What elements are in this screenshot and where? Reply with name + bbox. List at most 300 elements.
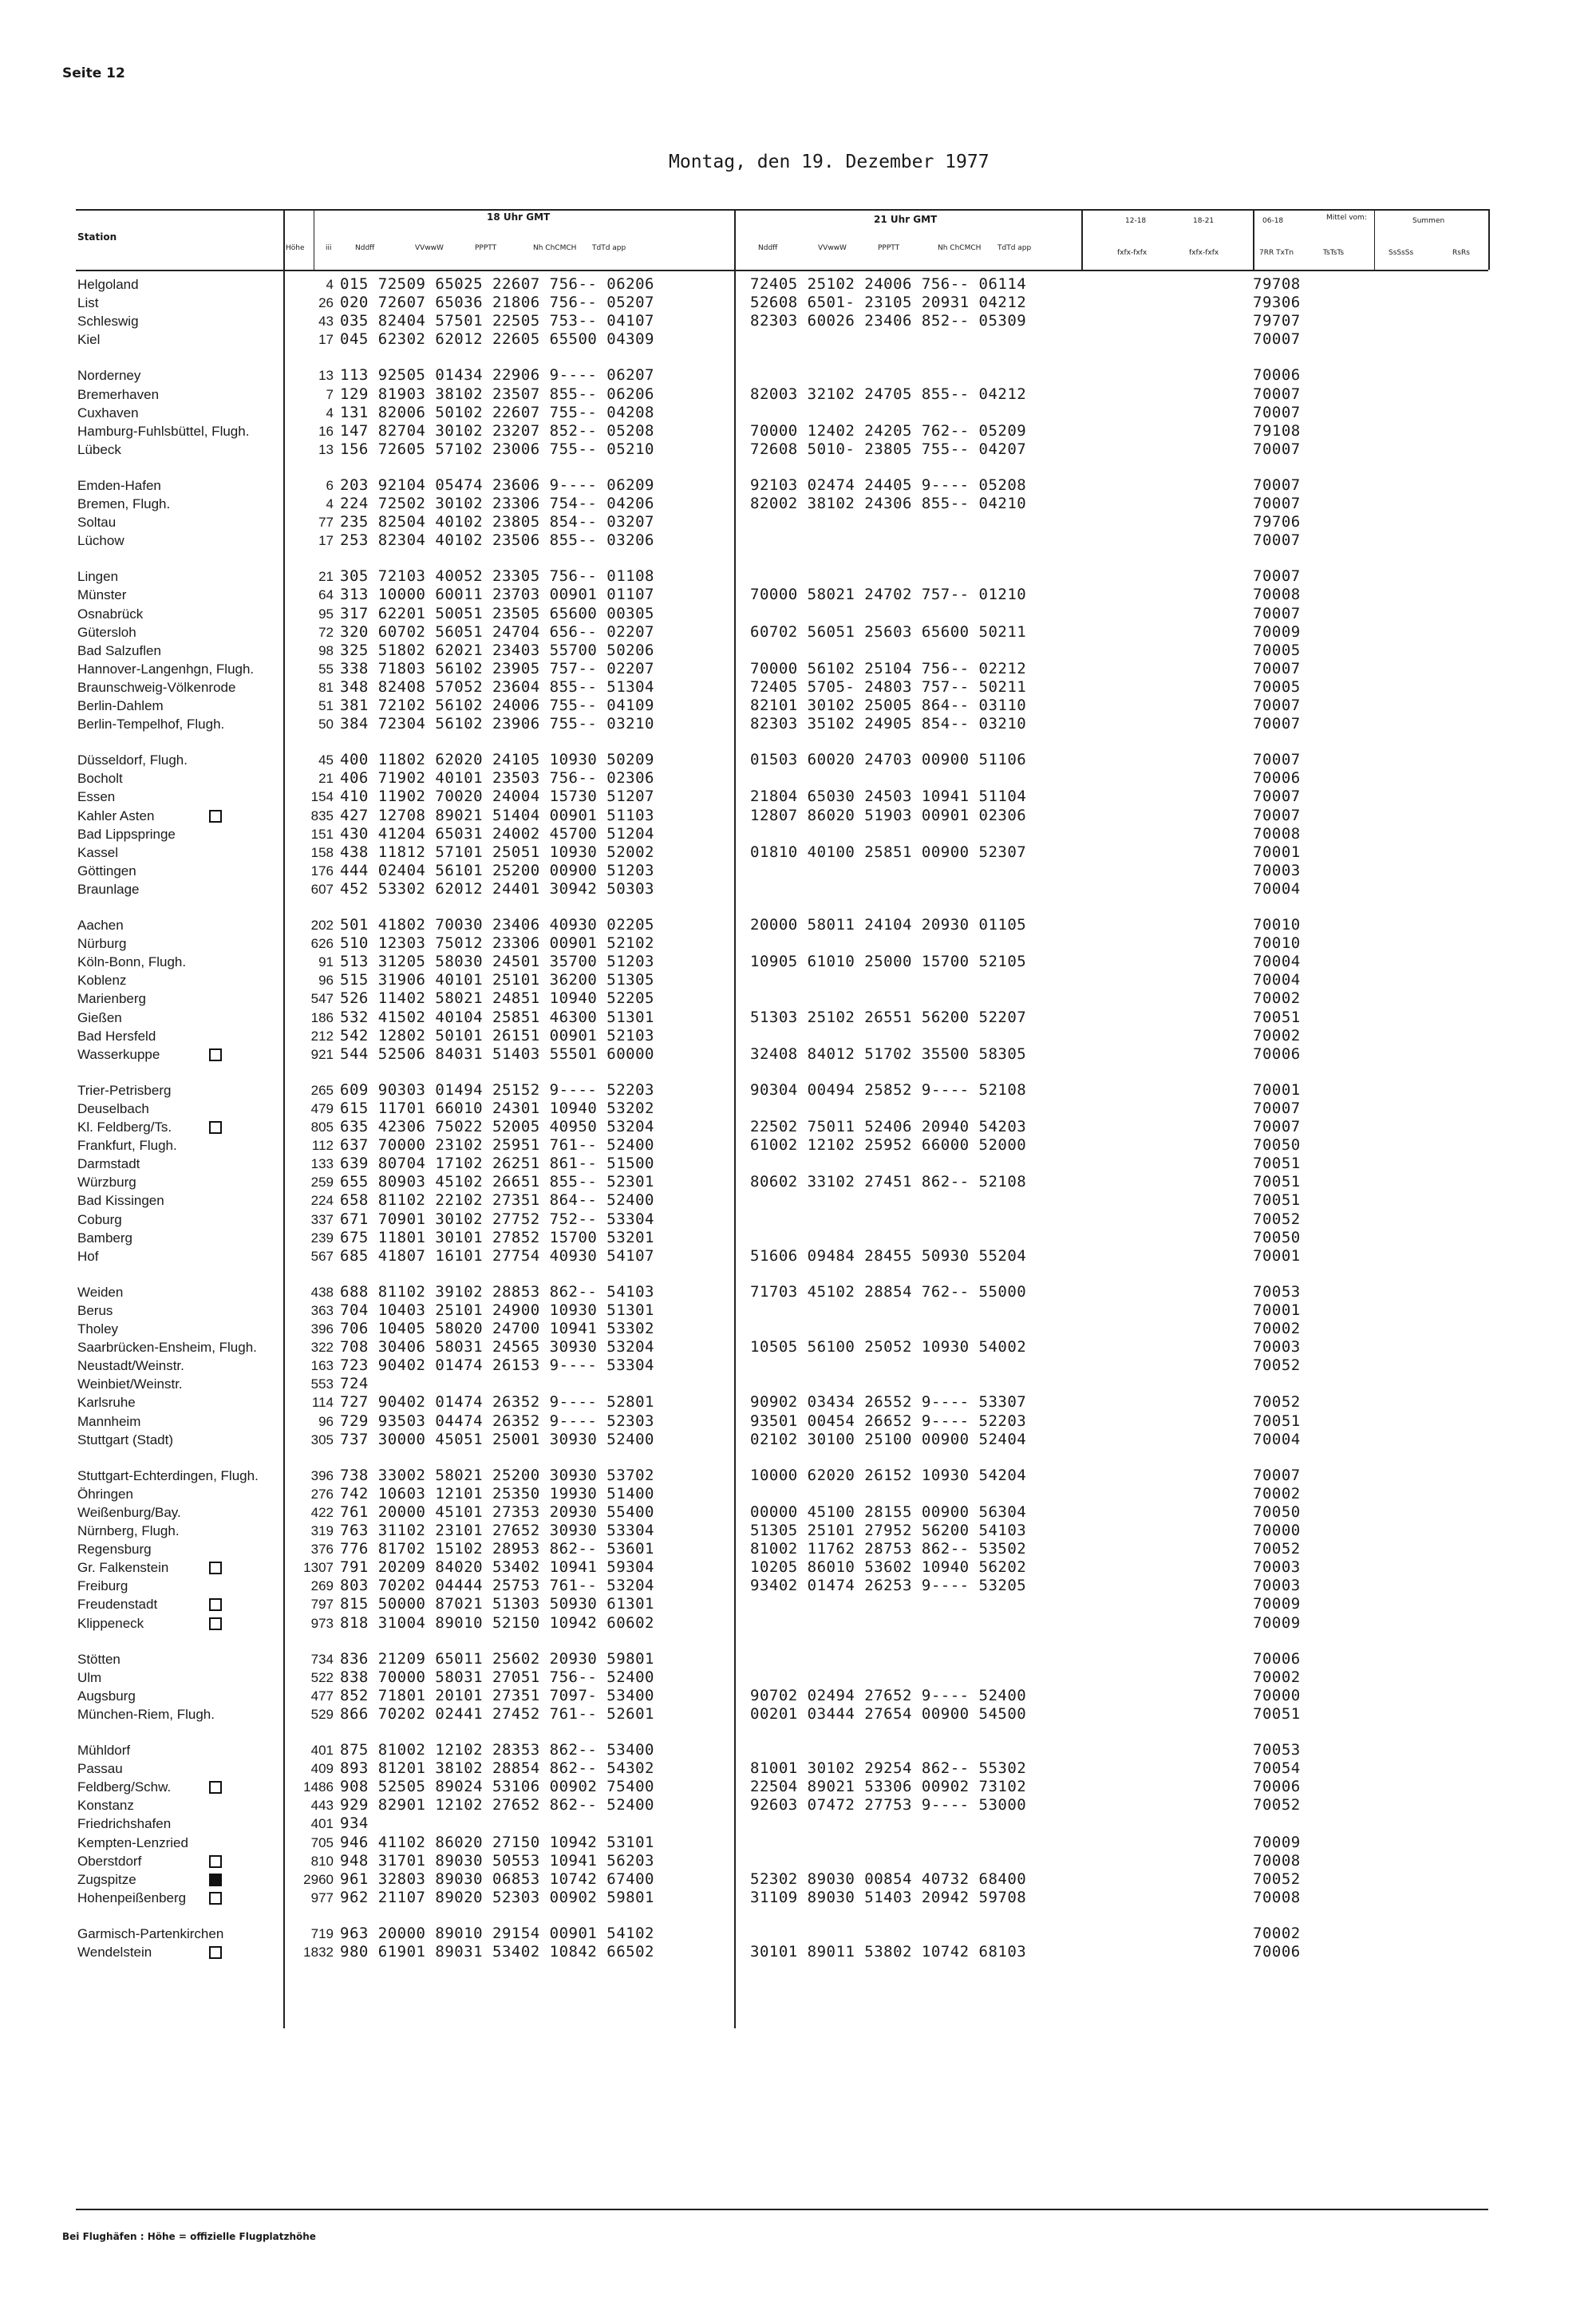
mittel-value: 70007 <box>1253 751 1301 769</box>
station-hoehe: 77 <box>318 515 334 531</box>
station-name: Wasserkuppe <box>77 1046 160 1062</box>
station-hoehe: 2960 <box>303 1871 334 1887</box>
obs-21-uhr: 02102 30100 25100 00900 52404 <box>750 1430 1027 1448</box>
station-name: Hohenpeißenberg <box>77 1889 187 1905</box>
obs-18-uhr: 410 11902 70020 24004 15730 51207 <box>340 788 654 806</box>
obs-18-uhr: 948 31701 89030 50553 10941 56203 <box>340 1851 654 1870</box>
station-hoehe: 547 <box>310 991 334 1007</box>
table-row <box>0 642 1596 660</box>
table-row <box>0 440 1596 459</box>
obs-21-uhr: 10905 61010 25000 15700 52105 <box>750 953 1027 971</box>
station-name: Kl. Feldberg/Ts. <box>77 1119 172 1135</box>
station-name: Aachen <box>77 918 124 933</box>
table-row <box>0 1173 1596 1191</box>
station-name: Cuxhaven <box>77 405 139 421</box>
station-hoehe: 7 <box>326 386 334 402</box>
open-square-marker <box>209 1598 222 1611</box>
mittel-value: 70003 <box>1253 1338 1301 1356</box>
obs-21-uhr: 90304 00494 25852 9---- 52108 <box>750 1080 1027 1099</box>
station-hoehe: 921 <box>310 1046 334 1062</box>
header-tdtd-18: TdTd app <box>592 244 626 252</box>
table-row <box>0 678 1596 697</box>
station-hoehe: 239 <box>310 1230 334 1246</box>
station-hoehe: 322 <box>310 1340 334 1356</box>
station-hoehe: 55 <box>318 661 334 677</box>
table-row <box>0 1796 1596 1814</box>
header-vwwww-18: VVwwW <box>415 244 444 252</box>
obs-18-uhr: 761 20000 45101 27353 20930 55400 <box>340 1502 654 1521</box>
mittel-value: 70009 <box>1253 1613 1301 1632</box>
table-row <box>0 660 1596 678</box>
table-row <box>0 971 1596 989</box>
table-row <box>0 1577 1596 1595</box>
header-ppptt-21: PPPTT <box>878 244 900 252</box>
obs-18-uhr: 452 53302 62012 24401 30942 50303 <box>340 879 654 898</box>
mittel-value: 70003 <box>1253 1577 1301 1595</box>
mittel-value: 70051 <box>1253 1191 1301 1210</box>
table-row <box>0 1870 1596 1889</box>
station-hoehe: 17 <box>318 332 334 348</box>
obs-21-uhr: 61002 12102 25952 66000 52000 <box>750 1136 1027 1155</box>
col-divider <box>1253 209 1254 270</box>
table-row <box>0 1741 1596 1759</box>
obs-21-uhr: 12807 86020 51903 00901 02306 <box>750 806 1027 824</box>
table-row <box>0 751 1596 769</box>
mittel-value: 70010 <box>1253 916 1301 934</box>
station-name: Norderney <box>77 368 141 384</box>
station-hoehe: 522 <box>310 1669 334 1685</box>
obs-18-uhr: 818 31004 89010 52150 10942 60602 <box>340 1613 654 1632</box>
table-row <box>0 513 1596 531</box>
header-sub-6: RsRs <box>1452 249 1470 257</box>
obs-18-uhr: 430 41204 65031 24002 45700 51204 <box>340 824 654 843</box>
station-hoehe: 479 <box>310 1100 334 1116</box>
mittel-value: 70051 <box>1253 1008 1301 1026</box>
obs-21-uhr: 51303 25102 26551 56200 52207 <box>750 1008 1027 1026</box>
table-row <box>0 366 1596 385</box>
station-name: Lüchow <box>77 533 124 549</box>
obs-18-uhr: 253 82304 40102 23506 855-- 03206 <box>340 531 654 550</box>
obs-18-uhr: 875 81002 12102 28353 862-- 53400 <box>340 1741 654 1759</box>
mittel-value: 70000 <box>1253 1686 1301 1704</box>
mittel-value: 70006 <box>1253 769 1301 788</box>
header-mittel: Mittel vom: <box>1326 214 1367 222</box>
obs-18-uhr: 526 11402 58021 24851 10940 52205 <box>340 989 654 1008</box>
station-hoehe: 95 <box>318 606 334 622</box>
mittel-value: 70050 <box>1253 1136 1301 1155</box>
mittel-value: 70002 <box>1253 1484 1301 1502</box>
table-row <box>0 586 1596 604</box>
table-row <box>0 1943 1596 1961</box>
obs-18-uhr: 513 31205 58030 24501 35700 51203 <box>340 953 654 971</box>
mittel-value: 70001 <box>1253 1301 1301 1319</box>
obs-18-uhr: 381 72102 56102 24006 755-- 04109 <box>340 697 654 714</box>
obs-21-uhr: 70000 12402 24205 762-- 05209 <box>750 421 1027 440</box>
table-row <box>0 1431 1596 1449</box>
header-sub-5: SsSsSs <box>1389 249 1414 257</box>
open-square-marker <box>209 1121 222 1134</box>
header-summen: Summen <box>1412 217 1445 225</box>
mittel-value: 70007 <box>1253 403 1301 421</box>
col-divider <box>1374 209 1375 270</box>
station-hoehe: 443 <box>310 1798 334 1814</box>
station-name: Helgoland <box>77 277 139 292</box>
mittel-value: 70004 <box>1253 953 1301 971</box>
station-hoehe: 409 <box>310 1761 334 1777</box>
obs-18-uhr: 791 20209 84020 53402 10941 59304 <box>340 1558 654 1577</box>
table-row <box>0 495 1596 513</box>
table-row <box>0 953 1596 971</box>
obs-18-uhr: 320 60702 56051 24704 656-- 02207 <box>340 622 654 641</box>
obs-21-uhr: 32408 84012 51702 35500 58305 <box>750 1044 1027 1063</box>
table-row <box>0 788 1596 806</box>
station-name: List <box>77 295 99 311</box>
station-name: Wendelstein <box>77 1945 152 1960</box>
table-row <box>0 1759 1596 1778</box>
obs-21-uhr: 01503 60020 24703 00900 51106 <box>750 751 1027 769</box>
obs-18-uhr: 427 12708 89021 51404 00901 51103 <box>340 806 654 824</box>
header-sub-4: TsTsTs <box>1323 249 1345 257</box>
obs-18-uhr: 671 70901 30102 27752 752-- 53304 <box>340 1210 654 1228</box>
station-hoehe: 529 <box>310 1706 334 1722</box>
station-name: Münster <box>77 587 127 603</box>
station-hoehe: 973 <box>310 1615 334 1631</box>
mittel-value: 70052 <box>1253 1540 1301 1558</box>
report-date: Montag, den 19. Dezember 1977 <box>669 152 990 172</box>
header-sub-3: 7RR TxTn <box>1259 249 1294 257</box>
footnote: Bei Flughäfen : Höhe = offizielle Flugplatzhöhe <box>62 2231 316 2242</box>
station-hoehe: 202 <box>310 918 334 933</box>
table-row <box>0 294 1596 312</box>
mittel-value: 70007 <box>1253 440 1301 458</box>
station-hoehe: 305 <box>310 1431 334 1447</box>
open-square-marker <box>209 1562 222 1574</box>
header-nh-18: Nh ChCMCH <box>533 244 577 252</box>
mittel-value: 70051 <box>1253 1173 1301 1191</box>
table-row <box>0 1356 1596 1375</box>
table-row <box>0 404 1596 422</box>
station-hoehe: 163 <box>310 1358 334 1374</box>
obs-18-uhr: 776 81702 15102 28953 862-- 53601 <box>340 1540 654 1558</box>
obs-21-uhr: 80602 33102 27451 862-- 52108 <box>750 1173 1027 1191</box>
header-iii: iii <box>326 244 332 252</box>
obs-21-uhr: 00201 03444 27654 00900 54500 <box>750 1704 1027 1723</box>
header-ppptt-18: PPPTT <box>475 244 497 252</box>
station-hoehe: 4 <box>326 405 334 421</box>
station-name: Marienberg <box>77 991 146 1007</box>
station-name: Karlsruhe <box>77 1395 136 1411</box>
station-name: Bad Lippspringe <box>77 826 176 842</box>
table-row <box>0 843 1596 862</box>
open-square-marker <box>209 1855 222 1868</box>
obs-21-uhr: 60702 56051 25603 65600 50211 <box>750 622 1027 641</box>
obs-21-uhr: 20000 58011 24104 20930 01105 <box>750 916 1027 934</box>
obs-18-uhr: 305 72103 40052 23305 756-- 01108 <box>340 567 654 586</box>
open-square-marker <box>209 1781 222 1794</box>
header-18-uhr: 18 Uhr GMT <box>487 211 551 223</box>
mittel-value: 70005 <box>1253 641 1301 659</box>
station-name: Kahler Asten <box>77 808 155 823</box>
mittel-value: 70010 <box>1253 934 1301 953</box>
station-hoehe: 4 <box>326 277 334 292</box>
mittel-value: 70052 <box>1253 1393 1301 1412</box>
station-name: Garmisch-Partenkirchen <box>77 1925 224 1941</box>
station-hoehe: 43 <box>318 314 334 330</box>
table-row <box>0 1705 1596 1724</box>
station-name: Weißenburg/Bay. <box>77 1504 181 1520</box>
table-row <box>0 1503 1596 1522</box>
mittel-value: 70004 <box>1253 1430 1301 1448</box>
obs-21-uhr: 92603 07472 27753 9---- 53000 <box>750 1796 1027 1814</box>
table-top-rule <box>76 209 1488 211</box>
obs-21-uhr: 70000 58021 24702 757-- 01210 <box>750 586 1027 604</box>
station-name: Gr. Falkenstein <box>77 1560 169 1576</box>
obs-21-uhr: 00000 45100 28155 00900 56304 <box>750 1502 1027 1521</box>
mittel-value: 70007 <box>1253 531 1301 550</box>
mittel-value: 70002 <box>1253 1320 1301 1337</box>
mittel-value: 70002 <box>1253 1924 1301 1942</box>
obs-21-uhr: 22504 89021 53306 00902 73102 <box>750 1778 1027 1796</box>
station-hoehe: 265 <box>310 1082 334 1098</box>
station-hoehe: 72 <box>318 624 334 640</box>
obs-21-uhr: 90902 03434 26552 9---- 53307 <box>750 1393 1027 1412</box>
obs-21-uhr: 82002 38102 24306 855-- 04210 <box>750 495 1027 512</box>
table-row <box>0 1100 1596 1118</box>
table-row <box>0 1155 1596 1173</box>
header-nddff-21: Nddff <box>758 244 778 252</box>
mittel-value: 70007 <box>1253 1466 1301 1484</box>
table-row <box>0 312 1596 330</box>
station-name: Trier-Petrisberg <box>77 1082 172 1098</box>
station-name: Würzburg <box>77 1175 136 1191</box>
obs-18-uhr: 515 31906 40101 25101 36200 51305 <box>340 971 654 989</box>
station-name: Berlin-Dahlem <box>77 698 164 713</box>
station-name: Berlin-Tempelhof, Flugh. <box>77 717 225 732</box>
open-square-marker <box>209 1946 222 1959</box>
mittel-value: 70007 <box>1253 1118 1301 1135</box>
mittel-value: 70001 <box>1253 1246 1301 1265</box>
station-name: Düsseldorf, Flugh. <box>77 752 188 768</box>
obs-18-uhr: 737 30000 45051 25001 30930 52400 <box>340 1430 654 1448</box>
header-hoehe: Höhe <box>286 244 305 252</box>
station-hoehe: 17 <box>318 533 334 549</box>
obs-21-uhr: 51305 25101 27952 56200 54103 <box>750 1522 1027 1539</box>
mittel-value: 70002 <box>1253 1668 1301 1686</box>
mittel-value: 70007 <box>1253 697 1301 714</box>
obs-18-uhr: 708 30406 58031 24565 30930 53204 <box>340 1338 654 1356</box>
obs-21-uhr: 93501 00454 26652 9---- 52203 <box>750 1412 1027 1430</box>
table-row <box>0 1136 1596 1155</box>
table-row <box>0 1558 1596 1577</box>
header-range-1218: 12-18 <box>1125 217 1147 225</box>
table-row <box>0 1191 1596 1210</box>
table-row <box>0 1210 1596 1229</box>
station-name: Nürburg <box>77 936 127 952</box>
obs-21-uhr: 30101 89011 53802 10742 68103 <box>750 1943 1027 1961</box>
mittel-value: 70006 <box>1253 1044 1301 1063</box>
mittel-value: 70006 <box>1253 366 1301 385</box>
station-hoehe: 401 <box>310 1816 334 1832</box>
station-hoehe: 176 <box>310 863 334 879</box>
col-divider <box>1488 209 1490 270</box>
station-hoehe: 158 <box>310 844 334 860</box>
station-name: Freudenstadt <box>77 1597 158 1613</box>
station-hoehe: 96 <box>318 1413 334 1429</box>
obs-18-uhr: 615 11701 66010 24301 10940 53202 <box>340 1099 654 1117</box>
mittel-value: 70009 <box>1253 1595 1301 1613</box>
obs-18-uhr: 852 71801 20101 27351 7097- 53400 <box>340 1686 654 1704</box>
station-name: Kempten-Lenzried <box>77 1834 188 1850</box>
obs-18-uhr: 685 41807 16101 27754 40930 54107 <box>340 1246 654 1265</box>
obs-18-uhr: 609 90303 01494 25152 9---- 52203 <box>340 1080 654 1099</box>
obs-21-uhr: 70000 56102 25104 756-- 02212 <box>750 659 1027 677</box>
col-divider <box>1081 209 1083 270</box>
obs-18-uhr: 729 93503 04474 26352 9---- 52303 <box>340 1412 654 1430</box>
mittel-value: 79706 <box>1253 513 1301 531</box>
station-hoehe: 438 <box>310 1284 334 1300</box>
station-hoehe: 154 <box>310 789 334 805</box>
station-hoehe: 805 <box>310 1119 334 1135</box>
obs-21-uhr: 21804 65030 24503 10941 51104 <box>750 788 1027 806</box>
obs-18-uhr: 980 61901 89031 53402 10842 66502 <box>340 1943 654 1961</box>
station-hoehe: 112 <box>311 1138 334 1154</box>
mittel-value: 70005 <box>1253 677 1301 696</box>
filled-square-marker <box>209 1874 222 1886</box>
table-row <box>0 1834 1596 1852</box>
station-hoehe: 1307 <box>303 1560 334 1576</box>
station-name: Augsburg <box>77 1688 136 1704</box>
station-name: Kiel <box>77 332 101 348</box>
obs-18-uhr: 639 80704 17102 26251 861-- 51500 <box>340 1155 654 1173</box>
mittel-value: 70007 <box>1253 1099 1301 1117</box>
table-row <box>0 1338 1596 1356</box>
station-hoehe: 705 <box>310 1834 334 1850</box>
obs-21-uhr: 93402 01474 26253 9---- 53205 <box>750 1577 1027 1595</box>
station-name: Tholey <box>77 1321 119 1337</box>
obs-18-uhr: 400 11802 62020 24105 10930 50209 <box>340 751 654 769</box>
open-square-marker <box>209 1892 222 1905</box>
table-row <box>0 1247 1596 1266</box>
station-hoehe: 114 <box>311 1395 334 1411</box>
station-hoehe: 81 <box>318 679 334 695</box>
table-row <box>0 1375 1596 1393</box>
station-name: Essen <box>77 789 116 805</box>
table-row <box>0 1485 1596 1503</box>
table-row <box>0 1925 1596 1943</box>
station-hoehe: 16 <box>318 423 334 439</box>
mittel-value: 79306 <box>1253 294 1301 312</box>
mittel-value: 70007 <box>1253 330 1301 349</box>
station-name: Zugspitze <box>77 1871 136 1887</box>
station-hoehe: 319 <box>310 1523 334 1538</box>
header-range-0618: 06-18 <box>1262 217 1284 225</box>
obs-18-uhr: 724 <box>340 1375 369 1393</box>
station-name: Saarbrücken-Ensheim, Flugh. <box>77 1340 257 1356</box>
mittel-value: 70008 <box>1253 824 1301 843</box>
footer-rule <box>76 2209 1488 2210</box>
obs-18-uhr: 727 90402 01474 26352 9---- 52801 <box>340 1393 654 1412</box>
obs-21-uhr: 52302 89030 00854 40732 68400 <box>750 1870 1027 1888</box>
obs-21-uhr: 22502 75011 52406 20940 54203 <box>750 1118 1027 1135</box>
table-header-rule <box>76 270 1488 271</box>
station-hoehe: 98 <box>318 642 334 658</box>
station-hoehe: 212 <box>310 1028 334 1044</box>
station-name: Koblenz <box>77 973 127 989</box>
station-hoehe: 376 <box>310 1542 334 1558</box>
station-hoehe: 51 <box>318 698 334 713</box>
obs-21-uhr: 82101 30102 25005 864-- 03110 <box>750 697 1027 714</box>
header-sub-2: fxfx-fxfx <box>1189 249 1219 257</box>
mittel-value: 70006 <box>1253 1649 1301 1668</box>
station-hoehe: 4 <box>326 496 334 511</box>
table-row <box>0 1650 1596 1668</box>
station-name: Öhringen <box>77 1486 133 1502</box>
open-square-marker <box>209 1048 222 1061</box>
obs-18-uhr: 893 81201 38102 28854 862-- 54302 <box>340 1759 654 1778</box>
obs-21-uhr: 90702 02494 27652 9---- 52400 <box>750 1686 1027 1704</box>
table-row <box>0 605 1596 623</box>
station-name: Coburg <box>77 1211 122 1227</box>
mittel-value: 70007 <box>1253 495 1301 512</box>
station-name: Freiburg <box>77 1578 128 1594</box>
obs-18-uhr: 908 52505 89024 53106 00902 75400 <box>340 1778 654 1796</box>
table-row <box>0 531 1596 550</box>
station-name: Lübeck <box>77 441 121 457</box>
station-name: Frankfurt, Flugh. <box>77 1138 177 1154</box>
table-row <box>0 1687 1596 1705</box>
station-name: Braunlage <box>77 881 140 897</box>
mittel-value: 70008 <box>1253 1851 1301 1870</box>
station-name: Bamberg <box>77 1230 132 1246</box>
mittel-value: 70009 <box>1253 622 1301 641</box>
mittel-value: 79108 <box>1253 421 1301 440</box>
station-hoehe: 50 <box>318 717 334 732</box>
mittel-value: 70008 <box>1253 1888 1301 1906</box>
obs-18-uhr: 742 10603 12101 25350 19930 51400 <box>340 1484 654 1502</box>
station-name: Gießen <box>77 1009 122 1025</box>
table-row <box>0 1118 1596 1136</box>
station-name: Bremen, Flugh. <box>77 496 171 511</box>
station-hoehe: 151 <box>310 826 334 842</box>
table-row <box>0 275 1596 294</box>
table-row <box>0 1814 1596 1833</box>
obs-18-uhr: 815 50000 87021 51303 50930 61301 <box>340 1595 654 1613</box>
table-row <box>0 916 1596 934</box>
station-hoehe: 477 <box>310 1688 334 1704</box>
station-name: Bremerhaven <box>77 386 160 402</box>
station-hoehe: 133 <box>310 1156 334 1172</box>
station-name: Weiden <box>77 1284 124 1300</box>
header-nddff-18: Nddff <box>355 244 375 252</box>
table-row <box>0 1522 1596 1540</box>
mittel-value: 70053 <box>1253 1741 1301 1759</box>
obs-21-uhr: 01810 40100 25851 00900 52307 <box>750 843 1027 861</box>
mittel-value: 70007 <box>1253 659 1301 677</box>
mittel-value: 70001 <box>1253 843 1301 861</box>
header-tdtd-21: TdTd app <box>998 244 1032 252</box>
obs-21-uhr: 10505 56100 25052 10930 54002 <box>750 1338 1027 1356</box>
obs-21-uhr: 81001 30102 29254 862-- 55302 <box>750 1759 1027 1778</box>
obs-18-uhr: 704 10403 25101 24900 10930 51301 <box>340 1301 654 1319</box>
station-hoehe: 91 <box>318 954 334 970</box>
table-row <box>0 623 1596 642</box>
table-row <box>0 1283 1596 1301</box>
station-name: Osnabrück <box>77 606 144 622</box>
mittel-value: 70007 <box>1253 715 1301 733</box>
mittel-value: 70003 <box>1253 1558 1301 1577</box>
station-name: Stuttgart-Echterdingen, Flugh. <box>77 1467 259 1483</box>
obs-21-uhr: 10205 86010 53602 10940 56202 <box>750 1558 1027 1577</box>
